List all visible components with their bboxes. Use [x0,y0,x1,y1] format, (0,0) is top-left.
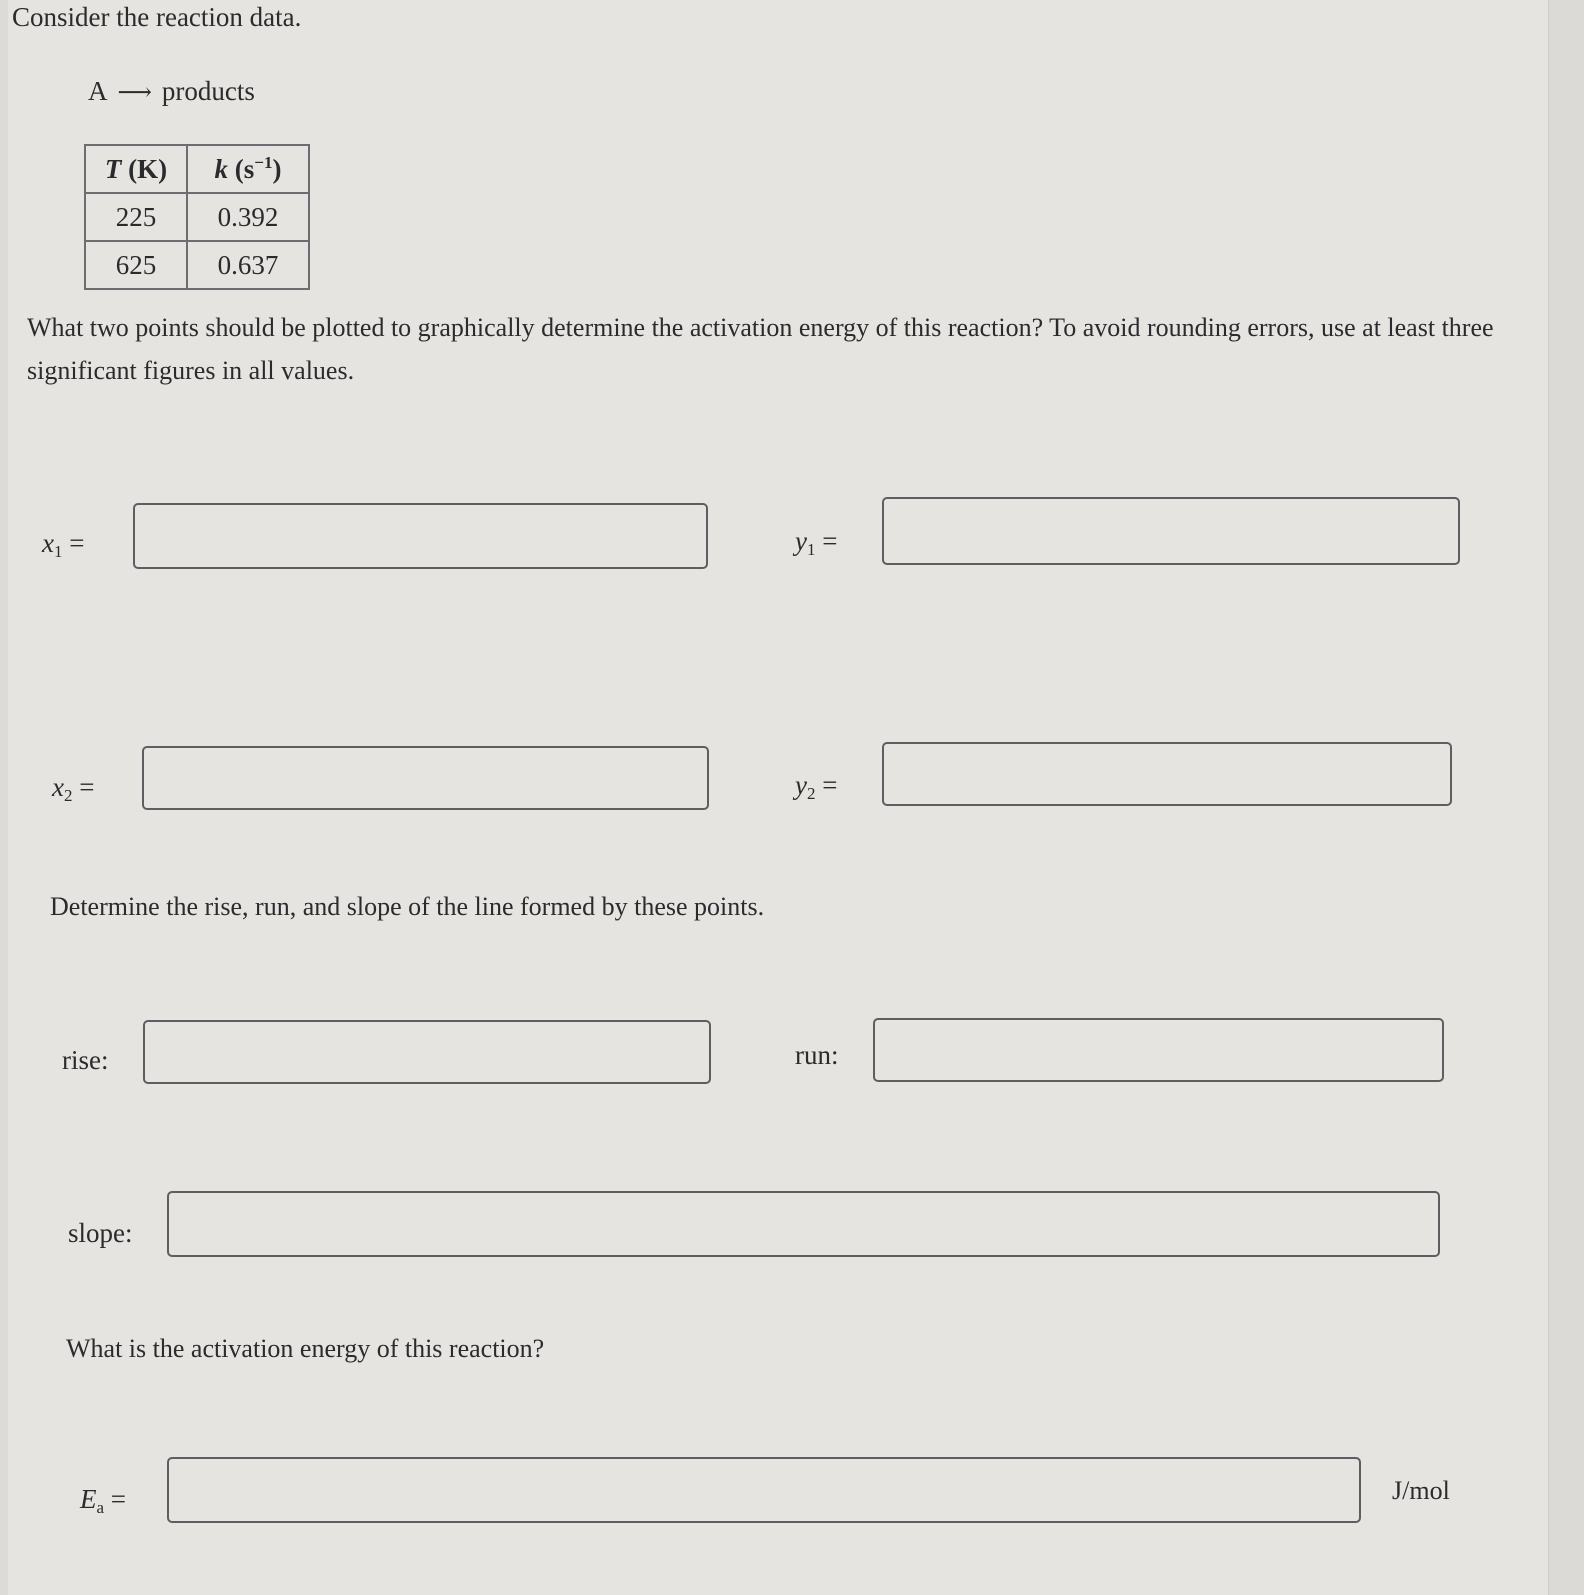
run-label: run: [795,1040,839,1070]
rise-input[interactable] [143,1020,711,1084]
y1-input[interactable] [882,497,1460,565]
reaction-equation [88,74,255,110]
question-points: What two points should be plotted to graphically determine the activation energy of this reaction? To avoid rounding errors, use at least three significant figures in all values. [27,313,1494,385]
x2-input[interactable] [142,746,709,810]
y2-label: $y_2$ = [795,770,838,803]
run-input[interactable] [873,1018,1444,1082]
question-rise-run-slope: Determine the rise, run, and slope of the line formed by these points. [50,892,765,921]
left-edge [0,0,8,1595]
header-rate-constant: k $(s^{-1})$ [187,145,309,193]
cell-temperature: 225 [85,193,187,241]
reactant: A [88,76,108,106]
unit-label: J/mol [1392,1476,1450,1505]
activation-energy-input[interactable] [167,1457,1361,1523]
ea-label: $E_a$ = [80,1484,127,1517]
y1-label: $y_1$ = [795,526,838,559]
x1-input[interactable] [133,503,708,569]
slope-label: slope: [68,1218,133,1248]
cell-temperature: 625 [85,241,187,289]
intro-text: Consider the reaction data. [12,2,302,32]
y2-input[interactable] [882,742,1452,806]
question-activation-energy: What is the activation energy of this reaction? [66,1334,545,1363]
cell-rate-constant: 0.392 [187,193,309,241]
rise-label: rise: [62,1045,109,1075]
table-row [85,193,309,241]
table-header-row [85,145,309,193]
reaction-data-table [84,144,310,290]
reaction-arrow-icon: ⟶ [117,80,152,106]
scrollbar-track[interactable] [1548,0,1584,1595]
slope-input[interactable] [167,1191,1440,1257]
product: products [161,76,255,106]
header-temperature: T (K) [85,145,187,193]
x1-label: $x_1$ = [42,528,85,561]
table-row [85,241,309,289]
cell-rate-constant: 0.637 [187,241,309,289]
x2-label: $x_2$ = [52,772,95,805]
